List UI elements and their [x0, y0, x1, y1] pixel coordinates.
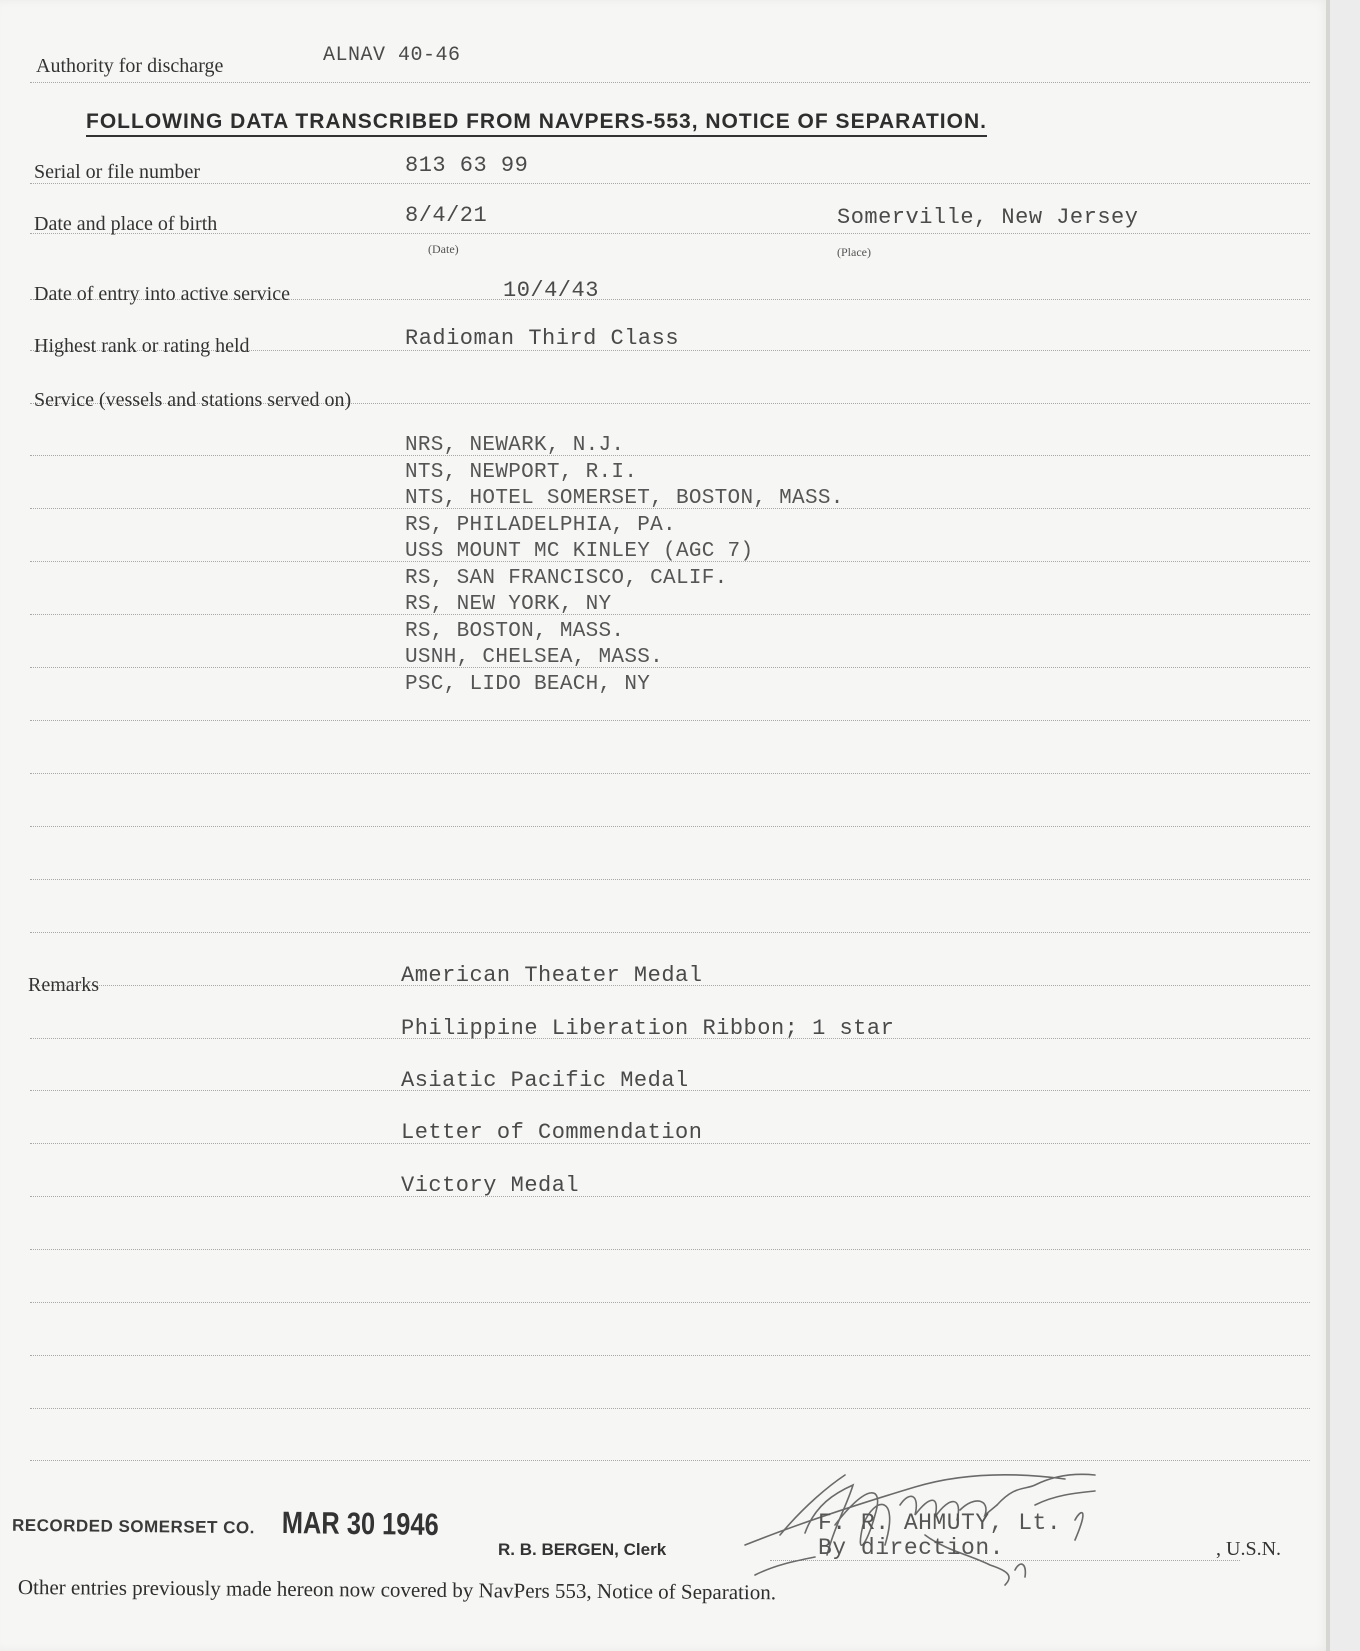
clerk-stamp: R. B. BERGEN, Clerk [498, 1540, 667, 1559]
serial-label: Serial or file number [34, 161, 201, 183]
rule-line [30, 932, 1310, 933]
rule-line [30, 826, 1310, 827]
service-item: RS, BOSTON, MASS. [405, 619, 625, 643]
service-item: NTS, HOTEL SOMERSET, BOSTON, MASS. [405, 487, 844, 510]
service-list [405, 433, 844, 698]
remark-item: Philippine Liberation Ribbon; 1 star [401, 1016, 895, 1041]
birth-date-value: 8/4/21 [405, 203, 488, 228]
entry-value: 10/4/43 [503, 278, 599, 303]
rule-line [30, 1196, 1310, 1197]
remark-item: Victory Medal [401, 1173, 580, 1198]
usn-suffix: , U.S.N. [1216, 1538, 1282, 1560]
signatory-direction: By direction. [818, 1535, 1004, 1561]
footer-note: Other entries previously made hereon now covered by NavPers 553, Notice of Separation. [17, 1575, 777, 1605]
recorded-date-stamp: MAR 30 1946 [281, 1505, 439, 1543]
rule-line [30, 233, 1310, 234]
rule-line [30, 1302, 1310, 1303]
rule-line [30, 1460, 1310, 1461]
service-item: RS, PHILADELPHIA, PA. [405, 513, 676, 537]
entry-label: Date of entry into active service [34, 283, 290, 305]
remarks-label: Remarks [28, 974, 100, 996]
remark-item: American Theater Medal [401, 963, 703, 988]
service-item: RS, NEW YORK, NY [405, 593, 612, 616]
service-item: RS, SAN FRANCISCO, CALIF. [405, 566, 728, 590]
rule-line [30, 1355, 1310, 1356]
authority-value: ALNAV 40-46 [323, 44, 461, 67]
rule-line [30, 82, 1310, 83]
service-item: USNH, CHELSEA, MASS. [405, 646, 664, 669]
service-item: USS MOUNT MC KINLEY (AGC 7) [405, 540, 754, 563]
birth-place-value: Somerville, New Jersey [837, 205, 1139, 230]
authority-label: Authority for discharge [36, 55, 224, 77]
recorded-stamp: RECORDED SOMERSET CO. [11, 1515, 255, 1538]
service-item: NRS, NEWARK, N.J. [405, 434, 625, 457]
rule-line [30, 1249, 1310, 1250]
service-item: NTS, NEWPORT, R.I. [405, 460, 638, 484]
rule-line [30, 183, 1310, 184]
rule-line [30, 1408, 1310, 1409]
signatory-name: F. R. AHMUTY, Lt. [818, 1510, 1062, 1536]
rule-line [30, 720, 1310, 721]
section-heading: FOLLOWING DATA TRANSCRIBED FROM NAVPERS-553, NOTICE OF SEPARATION. [86, 110, 987, 137]
rank-value: Radioman Third Class [405, 326, 680, 351]
birth-label: Date and place of birth [34, 213, 218, 235]
rule-line [30, 773, 1310, 774]
rank-label: Highest rank or rating held [34, 335, 250, 357]
service-item: PSC, LIDO BEACH, NY [405, 672, 651, 696]
rule-line [30, 879, 1310, 880]
serial-value: 813 63 99 [405, 153, 529, 178]
birth-place-caption: (Place) [837, 245, 871, 259]
remark-item: Letter of Commendation [401, 1120, 703, 1145]
birth-date-caption: (Date) [428, 242, 459, 256]
remark-item: Asiatic Pacific Medal [401, 1068, 689, 1093]
service-label: Service (vessels and stations served on) [34, 389, 352, 411]
